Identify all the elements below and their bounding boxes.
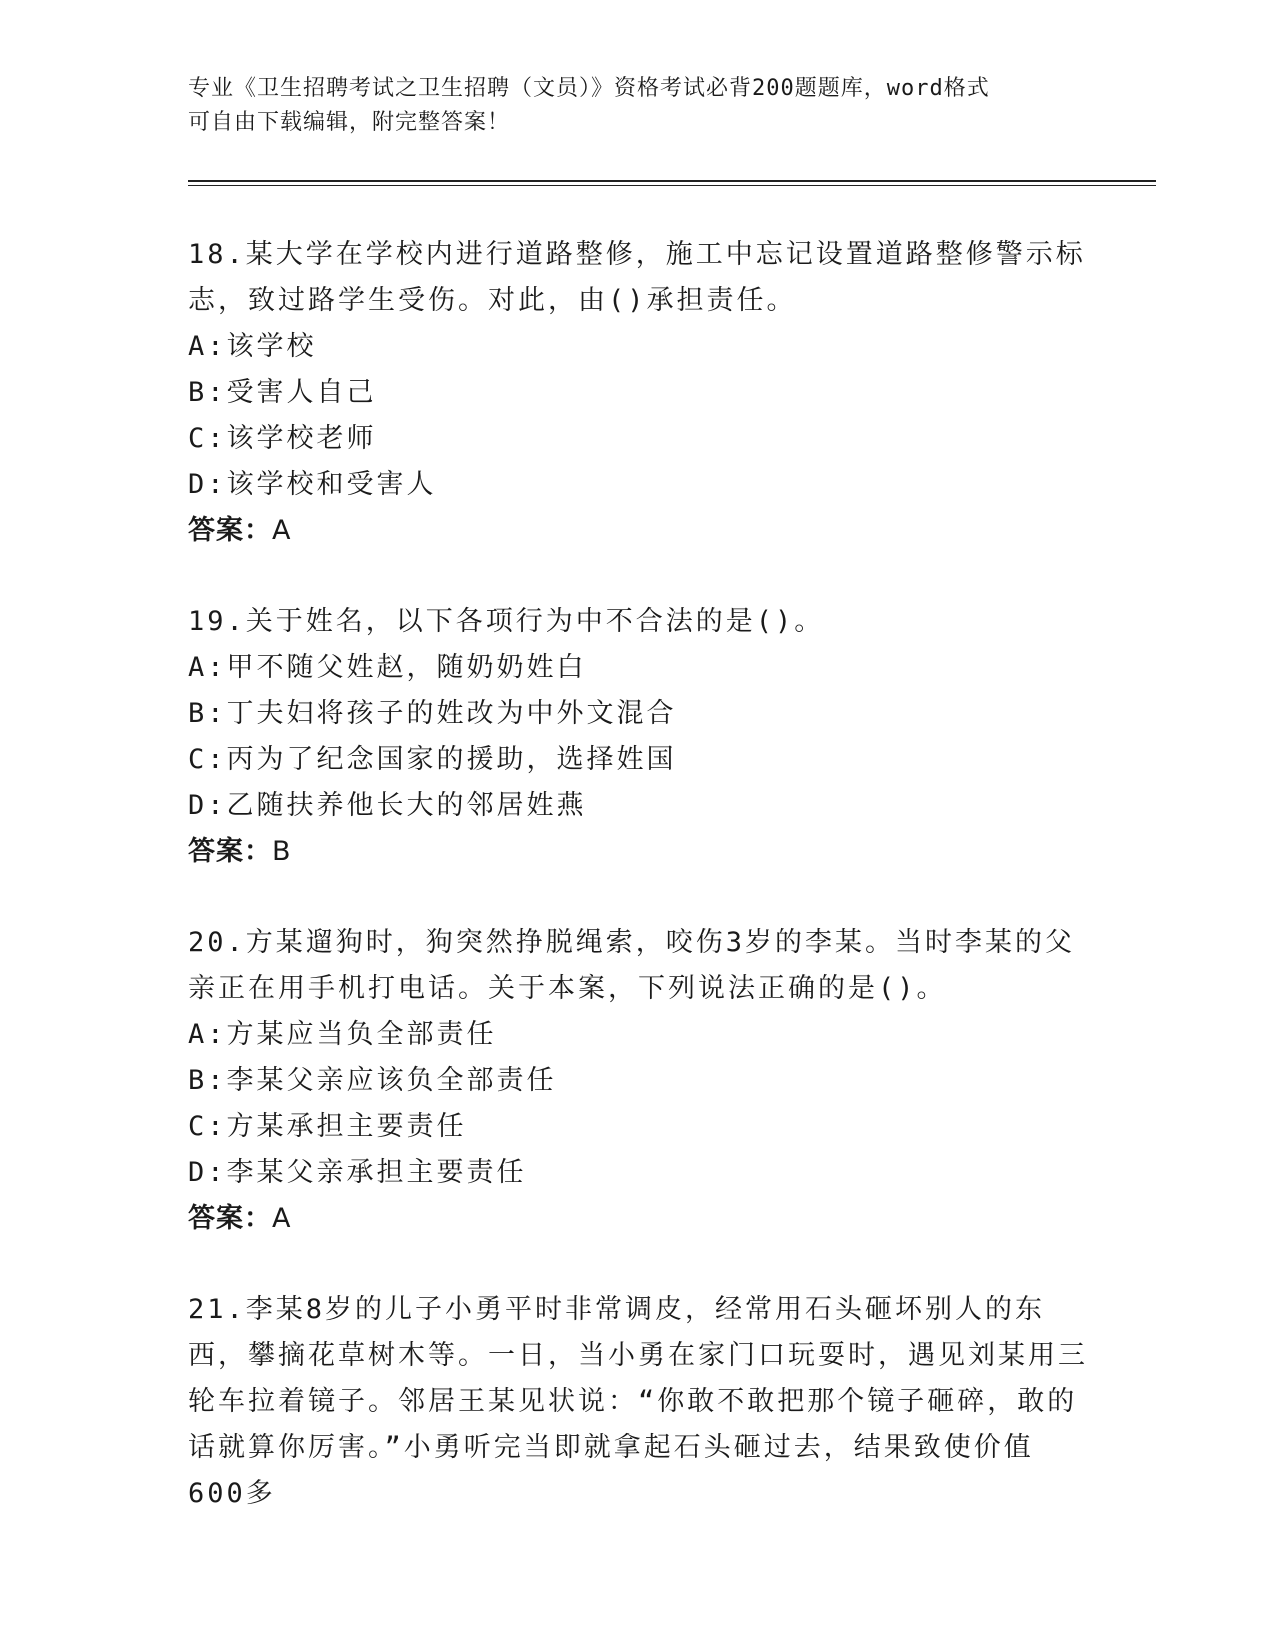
answer-value: A [272, 515, 292, 546]
option-c [188, 1104, 1088, 1150]
option-text: 方某应当负全部责任 [226, 1019, 497, 1050]
question-list [188, 232, 1088, 1562]
option-text: 丙为了纪念国家的援助，选择姓国 [226, 744, 677, 775]
header-divider [188, 180, 1156, 182]
option-text: 李某父亲应该负全部责任 [226, 1065, 557, 1096]
option-d [188, 783, 1088, 829]
option-letter: B: [188, 1065, 227, 1096]
option-c [188, 737, 1088, 783]
option-a [188, 645, 1088, 691]
option-letter: B: [188, 698, 227, 729]
option-b [188, 691, 1088, 737]
question-stem: 21.李某8岁的儿子小勇平时非常调皮，经常用石头砸坏别人的东西，攀摘花草树木等。一日，当小勇在家门口玩耍时，遇见刘某用三轮车拉着镜子。邻居王某见状说：“你敢不敢把那个镜子砸碎，敢的话就算你厉害。”小勇听完当即就拿起石头砸过去，结果致使价值600多 [188, 1294, 1088, 1509]
page-header [188, 72, 1088, 140]
question-19 [188, 599, 1088, 875]
header-divider-thin [188, 185, 1156, 186]
option-d [188, 462, 1088, 508]
question-stem: 20.方某遛狗时，狗突然挣脱绳索，咬伤3岁的李某。当时李某的父亲正在用手机打电话。关于本案，下列说法正确的是()。 [188, 927, 1076, 1004]
option-text: 该学校老师 [226, 423, 377, 454]
option-text: 该学校 [226, 331, 317, 362]
option-letter: A: [188, 652, 227, 683]
question-20 [188, 920, 1088, 1242]
option-letter: D: [188, 790, 227, 821]
answer-label: 答案： [188, 1203, 272, 1234]
answer-line [188, 829, 1088, 875]
option-text: 该学校和受害人 [226, 469, 437, 500]
question-21 [188, 1287, 1088, 1517]
option-letter: D: [188, 1157, 227, 1188]
answer-value: B [272, 836, 292, 867]
option-letter: C: [188, 744, 227, 775]
option-letter: B: [188, 377, 227, 408]
answer-label: 答案： [188, 515, 272, 546]
answer-value: A [272, 1203, 292, 1234]
option-text: 乙随扶养他长大的邻居姓燕 [226, 790, 587, 821]
question-18 [188, 232, 1088, 554]
option-letter: D: [188, 469, 227, 500]
option-letter: C: [188, 1111, 227, 1142]
header-line-2: 可自由下载编辑，附完整答案！ [188, 110, 511, 135]
option-text: 丁夫妇将孩子的姓改为中外文混合 [226, 698, 677, 729]
option-text: 方某承担主要责任 [226, 1111, 467, 1142]
header-line-1: 专业《卫生招聘考试之卫生招聘（文员）》资格考试必背200题题库，word格式 [188, 76, 990, 101]
option-a [188, 324, 1088, 370]
option-letter: C: [188, 423, 227, 454]
question-stem: 19.关于姓名，以下各项行为中不合法的是()。 [188, 606, 825, 637]
option-letter: A: [188, 331, 227, 362]
answer-label: 答案： [188, 836, 272, 867]
option-text: 甲不随父姓赵，随奶奶姓白 [226, 652, 587, 683]
option-letter: A: [188, 1019, 227, 1050]
option-b [188, 1058, 1088, 1104]
option-text: 受害人自己 [226, 377, 377, 408]
option-b [188, 370, 1088, 416]
option-a [188, 1012, 1088, 1058]
answer-line [188, 508, 1088, 554]
answer-line [188, 1196, 1088, 1242]
question-stem: 18.某大学在学校内进行道路整修，施工中忘记设置道路整修警示标志，致过路学生受伤。对此，由()承担责任。 [188, 239, 1086, 316]
option-d [188, 1150, 1088, 1196]
option-text: 李某父亲承担主要责任 [226, 1157, 527, 1188]
option-c [188, 416, 1088, 462]
